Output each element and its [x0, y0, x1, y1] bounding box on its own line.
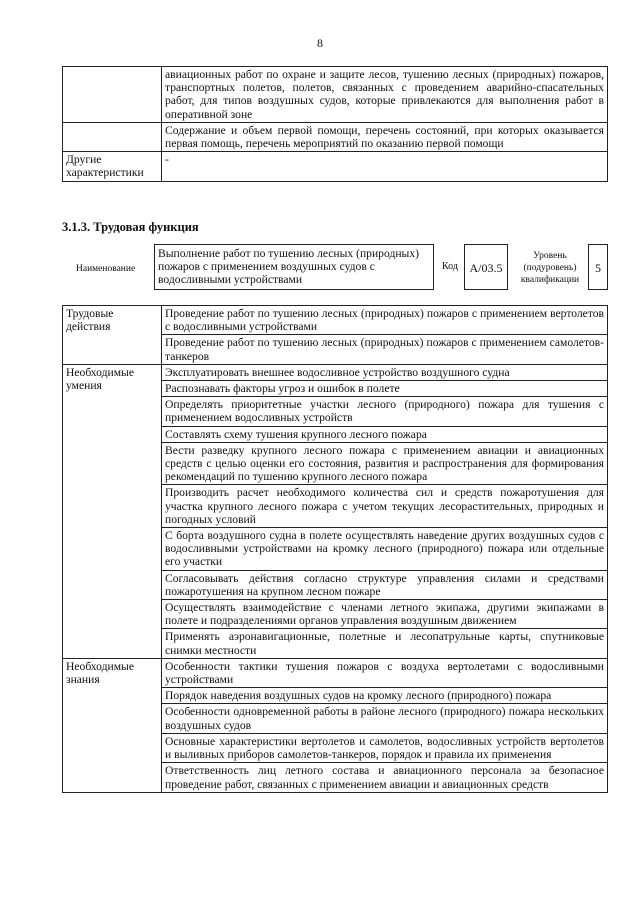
name-label: Наименование — [76, 264, 136, 274]
labor-function-table — [62, 305, 608, 793]
knowledge-item: Основные характеристики вертолетов и самолетов, водосливных устройств вертолетов и выливных приборов самолетов-танкеров, порядок и правила их применения — [162, 733, 608, 762]
knowledge-item: Ответственность лиц летного состава и авиационного персонала за безопасное проведение работ, связанных с применением авиации и авиационных средств — [162, 763, 608, 792]
skill-item: С борта воздушного судна в полете осуществлять наведение других воздушных судов с водосливными устройствами на кромку лесного (природного) пожара или отдельные его участки — [162, 528, 608, 571]
page-number: 8 — [317, 36, 323, 50]
skill-item: Применять аэронавигационные, полетные и лесопатрульные карты, спутниковые снимки местности — [162, 629, 608, 658]
skill-item: Составлять схему тушения крупного лесного пожара — [162, 426, 608, 442]
action-item: Проведение работ по тушению лесных (природных) пожаров с применением самолетов-танкеров — [162, 335, 608, 364]
empty-label-cell — [63, 122, 162, 151]
table-row — [63, 658, 608, 687]
knowledge-item: Содержание и объем первой помощи, перечень состояний, при которых оказывается первая помощь, перечень мероприятий по оказанию первой помощи — [162, 122, 608, 151]
section-title: 3.1.3. Трудовая функция — [62, 220, 199, 234]
other-characteristics-label: Другие характеристики — [63, 152, 162, 181]
code-label: Код — [442, 261, 458, 272]
table-row — [63, 306, 608, 335]
empty-label-cell — [63, 67, 162, 123]
skill-item: Эксплуатировать внешнее водосливное устройство воздушного судна — [162, 364, 608, 380]
skill-item: Производить расчет необходимого количества сил и средств пожаротушения для участка крупного лесного пожара с учетом текущих лесорастительных, природных и погодных условий — [162, 485, 608, 528]
other-characteristics-value: - — [162, 152, 608, 181]
level-value: 5 — [588, 244, 608, 290]
action-item: Проведение работ по тушению лесных (природных) пожаров с применением вертолетов с водосливными устройствами — [162, 306, 608, 335]
code-value: А/03.5 — [464, 244, 508, 290]
knowledge-label: Необходимые знания — [63, 658, 162, 792]
knowledge-item: авиационных работ по охране и защите лесов, тушению лесных (природных) пожаров, транспортных полетов, полетов, связанных с проведением аварийно-спасательных работ, для типов воздушных судов, которые привлекаются для выполнения работ в оперативной зоне — [162, 67, 608, 123]
table-row — [63, 364, 608, 380]
table-row — [63, 122, 608, 151]
name-value: Выполнение работ по тушению лесных (природных) пожаров с применением воздушных судов с водосливными устройствами — [154, 244, 434, 290]
skill-item: Определять приоритетные участки лесного (природного) пожара для тушения с применением водосливных устройств — [162, 397, 608, 426]
labor-function-header — [62, 244, 608, 292]
skills-label: Необходимые умения — [63, 364, 162, 658]
skill-item: Согласовывать действия согласно структуре управления силами и средствами пожаротушения на крупном лесном пожаре — [162, 570, 608, 599]
skill-item: Распознавать факторы угроз и ошибок в полете — [162, 381, 608, 397]
table-row — [63, 152, 608, 181]
level-label: Уровень (подуровень) квалификации — [520, 251, 580, 285]
knowledge-item: Особенности одновременной работы в районе лесного (природного) пожара нескольких воздушных судов — [162, 704, 608, 733]
actions-label: Трудовые действия — [63, 306, 162, 365]
continuation-table — [62, 66, 608, 182]
knowledge-item: Порядок наведения воздушных судов на кромку лесного (природного) пожара — [162, 688, 608, 704]
skill-item: Вести разведку крупного лесного пожара с применением авиации и авиационных средств с целью оценки его состояния, развития и распространения для формирования рекомендаций по тушению крупного лесного пожара — [162, 442, 608, 485]
skill-item: Осуществлять взаимодействие с членами летного экипажа, другими экипажами в полете и подразделениями органов управления воздушным движением — [162, 600, 608, 629]
knowledge-item: Особенности тактики тушения пожаров с воздуха вертолетами с водосливными устройствами — [162, 658, 608, 687]
table-row — [63, 67, 608, 123]
